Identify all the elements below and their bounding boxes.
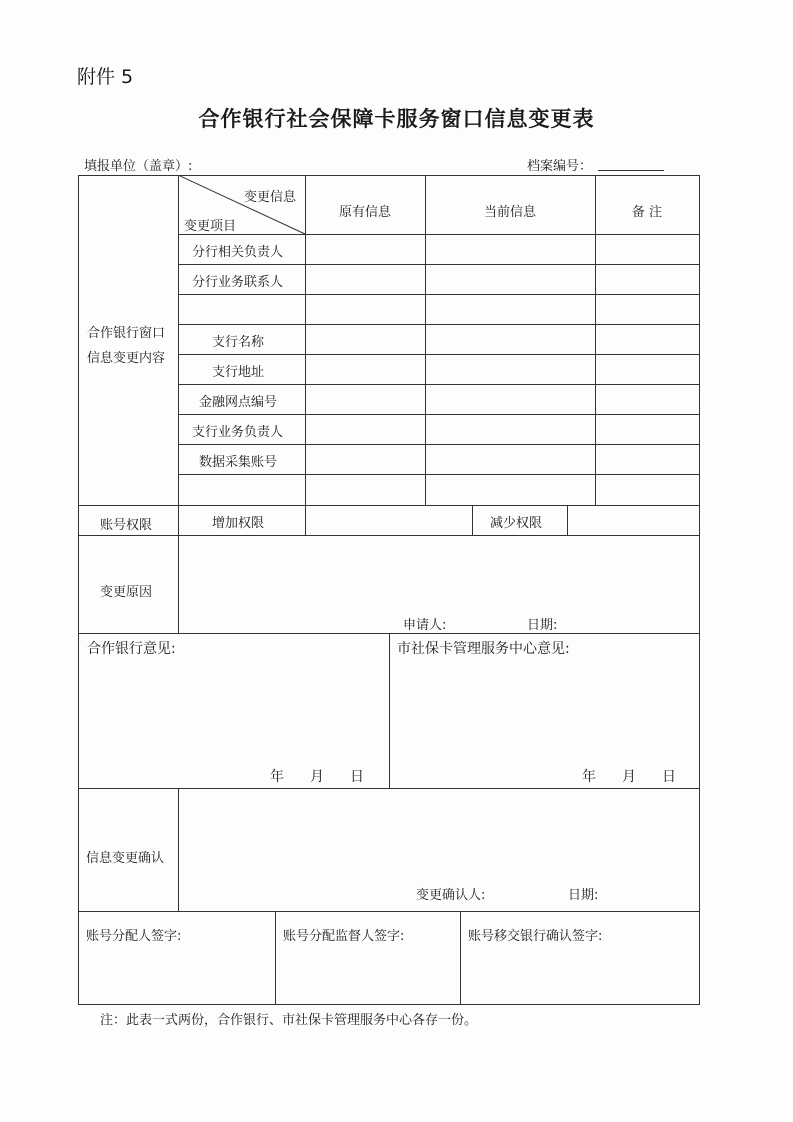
sign-bank-confirm-label: 账号移交银行确认签字: [468,929,603,944]
bank-opinion-label: 合作银行意见: [87,641,176,657]
confirm-label: 信息变更确认 [86,851,165,866]
archive-no-label: 档案编号： [527,159,593,174]
sign-assigner-label: 账号分配人签字: [86,929,182,944]
confirm-date-label: 日期: [568,888,599,903]
footer-note: 注：此表一式两份，合作银行、市社保卡管理服务中心各存一份。 [100,1013,478,1028]
row-label-subbranch-head: 支行业务负责人 [192,425,284,440]
page-title: 合作银行社会保障卡服务窗口信息变更表 [198,107,595,131]
diag-top-label: 变更信息 [244,190,297,205]
row-label-branch-head: 分行相关负责人 [192,245,284,260]
reason-date-label: 日期: [527,618,558,633]
row-label-outlet-code: 金融网点编号 [199,395,278,410]
bank-opinion-month: 月 [310,769,324,785]
attachment-label: 附件 5 [77,66,134,88]
diag-bottom-label: 变更项目 [184,219,237,234]
center-opinion-year: 年 [582,769,596,785]
permission-reduce-label: 减少权限 [490,516,543,531]
bank-opinion-year: 年 [270,769,284,785]
row-label-branch-contact: 分行业务联系人 [192,275,284,290]
row-label-data-account: 数据采集账号 [199,455,278,470]
sign-supervisor-label: 账号分配监督人签字: [283,929,405,944]
archive-no-field[interactable] [598,170,664,171]
row-label-subbranch-address: 支行地址 [212,365,265,380]
group-label-line2: 信息变更内容 [87,351,166,366]
reason-label: 变更原因 [100,585,153,600]
center-opinion-day: 日 [662,769,676,785]
center-opinion-month: 月 [622,769,636,785]
center-opinion-label: 市社保卡管理服务中心意见: [397,641,570,657]
row-label-subbranch-name: 支行名称 [212,335,265,350]
group-label-line1: 合作银行窗口 [87,326,166,341]
fill-unit-label: 填报单位（盖章）: [84,159,193,174]
col-header-remark: 备 注 [631,205,663,220]
permission-add-label: 增加权限 [212,516,265,531]
permission-label: 账号权限 [100,518,153,533]
col-header-original: 原有信息 [338,205,391,220]
confirm-person-label: 变更确认人: [416,888,486,903]
bank-opinion-day: 日 [350,769,364,785]
reason-applicant-label: 申请人: [403,618,447,633]
col-header-current: 当前信息 [483,205,536,220]
